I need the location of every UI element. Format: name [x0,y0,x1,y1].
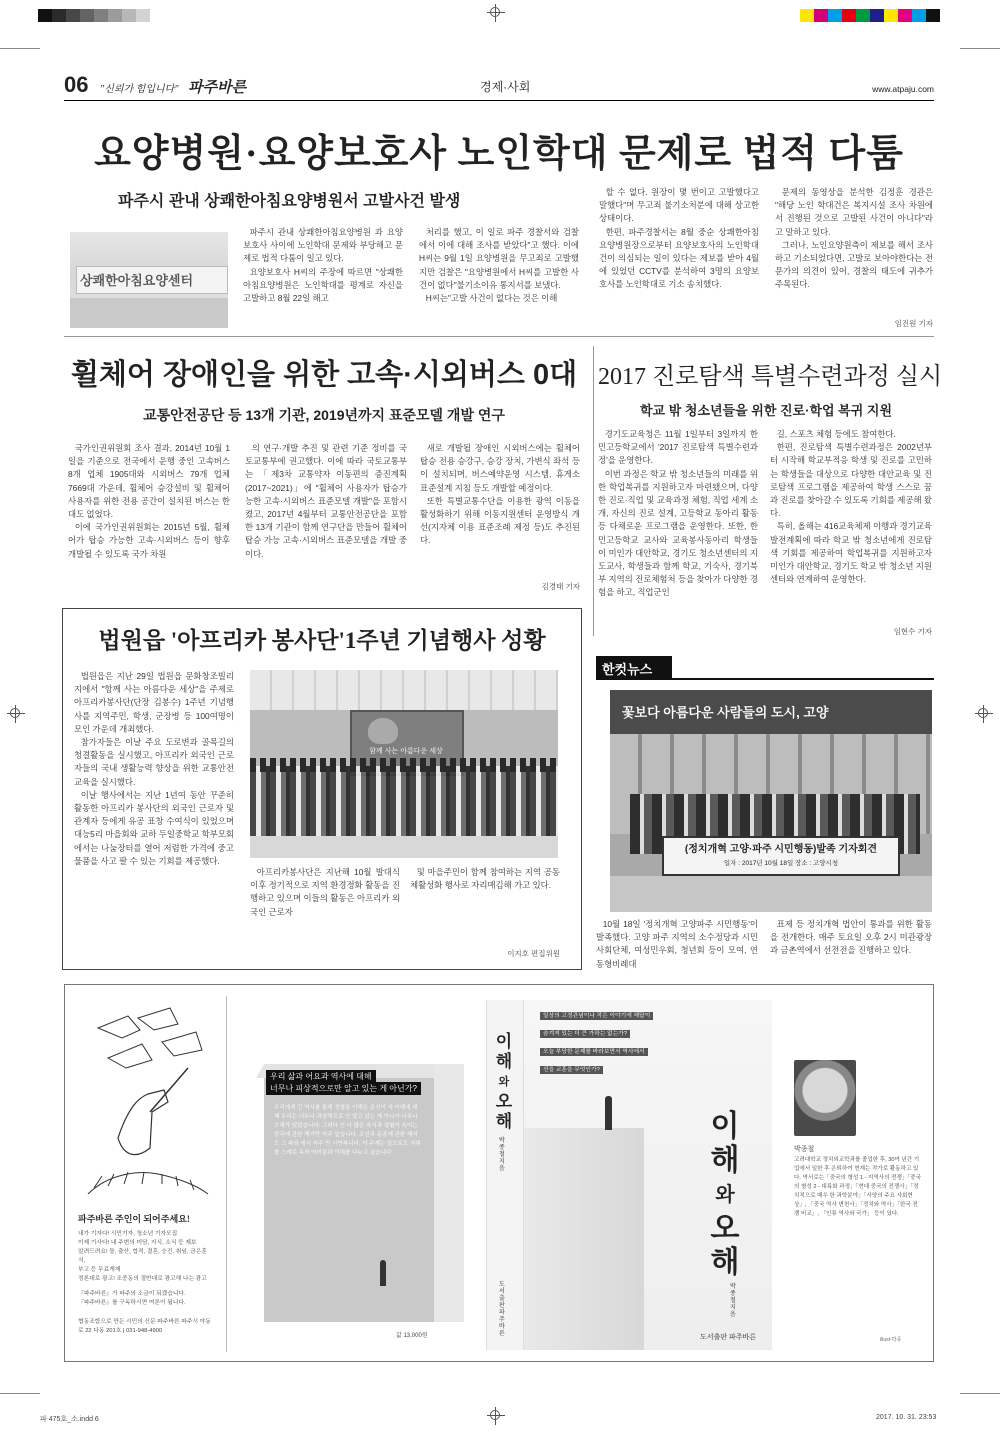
color-swatch [814,9,828,22]
ad-left-title: 파주바른 주인이 되어주세요! [78,1214,190,1224]
article2-col2 [245,442,407,561]
page-number: 06 [64,72,89,97]
article4-byline: 이지호 편집위원 [507,949,560,958]
cover-cliff [524,1128,644,1350]
article1-headline: 요양병원·요양보호사 노인학대 문제로 법적 다툼 [94,133,904,175]
color-swatch [870,9,884,22]
paragraph: 이날 행사에서는 지난 1년여 동안 꾸준히 활동한 아프리카 봉사단의 외국인 근로자 및 관계자 등에게 유공 표창 수여식이 있었으며 대능5리 마을회와 교하 두일중학교 학부모회에서는 나눔장터를 열어 저렴한 가격에 중고물품을 사고 팔 수 있는 기회를 제공했다. [74,789,234,866]
nursing-home-sign-photo [70,232,228,328]
article1-bottom-rule [64,336,934,337]
paragraph: 한편, 진로탐색 특별수련과정은 2002년부터 시작해 학교부적응 학생 및 진로를 고민하는 학생들을 대상으로 다양한 대안교육 및 진로탐색 프로그램을 제공하여 학생 스스로 꿈과 진로를 찾아갈 수 있도록 기회를 제공해 왔다. [770,442,932,519]
color-swatch [926,9,940,22]
tent-roof [250,670,558,710]
ground [250,836,558,858]
registration-mark-bottom [487,1407,505,1425]
spine-title [486,1032,522,1132]
cover-title [700,1110,750,1280]
paragraph: 이번 과정은 학교 밖 청소년들의 미래를 위한 학업복귀를 지원하고자 마련됐으며, 다양한 진로·직업 및 교육과정 체험, 직업 세계 소개, 자신의 진로 설계, 고등학교 동아리 활동 등 다채로운 프로그램을 운영한다. 또한, 한민고등학교 교사와 교육봉사동아리 학생들이 미인가 대안학교, 경기도 청소년센터의 지도교사, 학생들과 함께 학교, 기숙사, 경기북부 지역의 진로체험처 등을 찾아가 다양한 경험을 하고, 직업군인 [598,468,758,598]
paragraph: 국가인권위원회 조사 결과, 2014년 10월 1일을 기준으로 전국에서 운행 중인 고속버스 8개 업체 1905대와 시외버스 79개 업체 7669대 가운데, 휠체어 승강설비 및 휠체어 사용자를 위한 전용 공간이 설치된 버스는 한 대도 없었다. [68,443,230,520]
color-swatch [80,9,94,22]
header-rule [64,100,934,101]
paragraph: 참가자들은 이날 주요 도로변과 골목길의 청결활동을 실시했고, 아프리카 외국인 근로자들의 국내 생활능력 향상을 위한 교통안전교육을 실시했다. [74,737,234,787]
ad-question-1: 우리 삶과 어요과 역사에 대해 [266,1070,376,1083]
article1-col1 [243,226,403,305]
color-swatch [136,9,150,22]
header-url[interactable]: www.atpaju.com [872,84,934,94]
header-slogan: "신뢰가 힘입니다" [100,84,179,95]
crowd [250,766,558,836]
crop-mark [0,48,40,49]
article1-col4 [775,186,933,292]
text-line: 일상의 고정관념이나 작은 이야기에 해답이 [540,1012,653,1020]
standing-figure-small [380,1260,386,1286]
text-line: 『파주바른』를 구독하시면 여론이 됩니다. [78,1300,186,1306]
article1-col2 [419,226,579,305]
crowd-heads [250,758,558,772]
article4-col2 [250,866,400,919]
paragraph: 또한 특별교통수단을 이용한 광역 이동을 활성화하기 위해 이동지원센터 운영방식 개선(지자체 이용 표준조례 제정 등)도 추진된다. [420,495,580,546]
paragraph: 특히, 올해는 416교육체제 이행과 경기교육 발전계획에 따라 학교 밖 청소년에게 진로탐색 기회를 제공하여 학업복귀를 지원하고자 미인가 대안학교, 경기도 학교 밖 청소년 지원센터와 연계하여 운영한다. [770,521,932,585]
article4-col3 [410,866,560,892]
color-swatch [38,9,52,22]
crop-mark [960,1393,1000,1394]
paragraph: 표제 등 정치개혁 법안이 통과를 위한 활동을 전개한다. 매주 토요일 오후 2시 미관광장과 금촌역에서 선전전을 진행하고 있다. [770,919,932,956]
header-brand-logo: 파주바른 [188,80,246,96]
footer-datetime: 2017. 10. 31. 23:53 [876,1414,937,1421]
article4-headline: 법원읍 '아프리카 봉사단'1주년 기념행사 성황 [98,628,546,653]
cover-publisher: 도서출판 파주바른 [700,1334,757,1341]
article5-col2 [770,918,932,958]
africa-volunteer-group-photo [250,670,558,858]
ad-question-2: 너무나 피상적으로만 알고 있는 게 아닌가? [266,1082,421,1095]
spine-title-char: 해 [495,1052,513,1071]
color-swatch [828,9,842,22]
ground [610,876,932,912]
paragraph: 처리를 했고, 이 일로 파주 경찰서와 검찰에서 이에 대해 조사를 받았다"고 했다. 이에 H씨는 9월 1일 요양병원을 무고죄로 고발했지만 검찰은 "요양병원에서 H씨를 고발한 사건이 없다"불기소이유 통지서를 보냈다. [419,227,579,290]
registration-mark-right [975,705,993,723]
color-swatch [52,9,66,22]
banner-heart [368,718,398,744]
spine-title-char: 이 [495,1032,513,1051]
protest-banner-sub: 일자 : 2017년 10월 18일 장소 : 고양시청 [723,860,839,867]
article3-col2 [770,428,932,586]
author-name: 박종철 [794,1146,815,1153]
hand-drawing-icon [78,998,214,1198]
paragraph: 아프리카봉사단은 지난해 10월 발대식 이후 정기적으로 지역 환경정화 활동을 진행하고 있으며 이들의 활동은 아프리카 외국인 근로자 [250,867,400,917]
color-swatch [856,9,870,22]
paragraph: H씨는"고발 사건이 없다는 것은 이해 [425,293,558,304]
paragraph: 법원읍은 지난 29일 법원읍 문화창조빌리지에서 "함께 사는 아름다운 세상"을 주제로 아프리카봉사단(단장 김봉수) 1주년 기념행사를 지역주민, 학생, 군장병 등 100여명이 모인 가운데 개최했다. [74,671,234,734]
article1-byline: 임진원 기자 [894,319,933,328]
ad-divider [226,996,227,1352]
text-line: 부고 등 무료게재 [78,1267,121,1273]
color-swatch [108,9,122,22]
city-hall-banner-text: 꽃보다 아름다운 사람들의 도시, 고양 [622,705,829,720]
paragraph: 할 수 없다. 원장이 몇 번이고 고발했다고 말했다"며 무고죄 불기소처분에 대해 상고한 상태이다. [599,187,759,224]
ad-box-text: 우리에게 긴 역사를 통해 정형을 이해온 준신이 자 이해에 대해 우리는 너무나 과상적으로 안 알고 있는 게 아니가 너무나 오해가 있었습니다. 그러다 인 다 많은 자식과 경험이 속이는 중국에 관한 깨기만 자주 앞습니다. 조선과 동종에 관한 해서도 그 파라 에서 자주 만 시반복니다. 이 주제는 앞으로도 지워 볼 스레로 독자 여러분과 이해를 나누고 싶습니다. [274,1105,421,1156]
spine-author: 박종철 지음 [499,1138,505,1172]
paragraph: 10월 18일 '정치개혁 고양파주 시민행동'이 발족했다. 고양 파주 지역의 소수정당과 시민사회단체, 여성민우회, 청년회 등이 모여, 연동형비례대 [596,919,758,969]
spine-title-char: 와 [498,1076,510,1088]
registration-mark-top [487,4,505,22]
text-line: 내가 기자다! 시민기자, 청소년 기자모집 [78,1231,178,1237]
article2-col1 [68,442,230,561]
paragraph: 경기도교육청은 11월 1일부터 3일까지 한민고등학교에서 '2017 진로탐색 특별수련과정'을 운영한다. [598,429,758,466]
color-swatch [800,9,814,22]
text-line: 정론대로 광고! 조중동의 절반대로 광고해 나는 광고 [78,1276,207,1282]
article2-byline: 김경태 기자 [541,582,580,591]
color-swatch [94,9,108,22]
color-swatch [122,9,136,22]
photo-banner-text: 함께 사는 아름다운 세상 [369,748,443,755]
cmyk-color-bar [800,9,950,23]
column-divider [593,346,594,636]
text-line: 알려드려요! 돌, 출산, 합격, 결혼, 승진, 취임, 금은혼식, [78,1249,207,1264]
sign-text: 상쾌한아침요양센터 [80,273,194,288]
ad-left-contact: 협동조합으로 만든 시민의 신문 파주바른 파주시 야동로 22 다동 201호 | 031-948-4900 [78,1319,211,1334]
paragraph: 이에 국가인권위원회는 2015년 5월, 휠체어가 탑승 가능한 고속·시외버스 등이 향후 개발될 수 있도록 국가 차원 [68,522,230,559]
text-line: 이제 기사다! 내 주변의 미담, 지식, 소식 등 제보 [78,1240,197,1246]
cover-title-char: 이 [710,1110,740,1143]
spine-title-char: 해 [495,1112,513,1131]
cover-title-char: 해 [710,1144,740,1177]
quote-lines [540,1004,690,1076]
protest-banner-title: (정치개혁 고양·파주 시민행동)발족 기자회견 [684,844,878,855]
article3-headline: 2017 진로탐색 특별수련과정 실시 [598,364,943,390]
gray-color-bar [38,9,188,23]
paragraph: 의 연구·개발 추진 및 관련 기준 정비를 국토교통부에 권고했다. 이에 따라 국토교통부는 「제3차 교통약자 이동편의 증진계획(2017~2021)」에 "휠체어 사용자가 탑승가능한 고속·시외버스 표준모델 개발"을 포함시켰고, 2017년 4월부터 교통안전공단을 포함한 13개 기관이 함께 연구단을 만들어 휠체어 탑승 가능 고속·시외버스 표준모델을 개발 중이다. [245,443,407,559]
author-portrait [794,1060,856,1136]
color-swatch [884,9,898,22]
color-swatch [898,9,912,22]
cover-author: 박종철 지음 [730,1284,736,1318]
illustration-credit: illust-박종 [880,1337,902,1343]
article1-subhead: 파주시 관내 상쾌한아침요양병원서 고발사건 발생 [118,193,461,210]
paragraph: 파주시 관내 상쾌한아침요양병원 과 요양보호사 사이에 노인학대 문제와 부당해고 문제로 법적 다툼이 일고 있다. [243,227,403,264]
color-swatch [842,9,856,22]
article2-headline: 휠체어 장애인을 위한 고속·시외버스 0대 [70,359,578,391]
article2-col3 [420,442,580,548]
paragraph: 그러나, 노인요양원측이 제보를 해서 조사하고 기소되었다면, 고발로 보아야한다는 전문가의 의견이 있어, 경찰의 태도에 귀추가 주목된다. [775,239,933,290]
article4-col1 [74,670,234,868]
article2-subhead: 교통안전공단 등 13개 기관, 2019년까지 표준모델 개발 연구 [143,407,505,423]
paragraph: 요양보호사 H씨의 주장에 따르면 "상쾌한아침요양병원은 노인학대를 평계로 자신을 고발하고 8월 22일 해고 [243,266,403,304]
ad-price: 값 13,000원 [396,1333,428,1339]
paragraph: 및 마을주민이 함께 참여하는 지역 공동체활성화 행사로 자리매김해 가고 있다. [410,867,560,891]
article1-col3 [599,186,759,292]
standing-figure-large [605,1096,612,1130]
ad-left-notes [78,1290,214,1308]
article3-col1 [598,428,758,600]
cover-title-char: 해 [710,1246,740,1279]
paragraph: 문제의 동영상을 분석한 김정훈 경관은 "해당 노인 학대건은 복지시설 조사 차원에서 진행된 것으로 고발된 사건이 아니다"라고 말하고 있다. [775,187,933,237]
paragraph: 새로 개발될 장애인 시외버스에는 휠체어 탑승 전용 승강구, 승강 장치, 가변식 좌석 등이 설치되며, 버스예약운영 시스템, 휴게소 표준설계 지침 등도 개발할 예정이다. [420,443,580,493]
press-conference-photo [610,690,932,912]
spine-title-char: 오 [495,1092,513,1111]
spine-publisher: 도서출판 파주바른 [499,1282,505,1337]
footer-file: 파 475호_소.indd 6 [40,1416,99,1423]
crop-mark [960,48,1000,49]
ad-left-lines [78,1230,214,1284]
crop-mark [0,1393,40,1394]
paragraph: 길, 스포츠 체험 등에도 참여한다. [776,429,896,439]
onecut-news-label: 한컷뉴스 [602,662,653,677]
article3-byline: 임현수 기자 [893,627,932,636]
section-title: 경제·사회 [480,80,531,94]
page-header [64,72,934,100]
cover-title-char: 오 [710,1212,740,1245]
color-swatch [912,9,926,22]
text-line: 선을 교훈을 무엇인가? [540,1066,603,1074]
paragraph: 한편, 파주경찰서는 8월 중순 상쾌한아침요양병원장으로부터 요양보호사의 노인학대 건이 의심되는 일이 있다는 제보를 받아 4월에 있었던 CCTV를 분석하여 3명의 요양보호사를 노인학대로 기소 송치했다. [599,226,759,290]
text-line: 숨겨져 있는 더 큰 가하는 없는가? [540,1030,630,1038]
cube-side-face [434,1064,464,1322]
author-bio: 고려대학교 정치외교학과를 졸업한 후, 30여 년간 기업에서 일한 후 은퇴하여 현재는 작가로 활동하고 있다. 역서로는「중국의 형성 1 - 지역사의 전쟁」「중국의 형성 2 - 대륙화 과정」「현대 중국의 전쟁사」「정치적으로 매우 한 과학분야」「서양의 주요 사회현상」, 「중국 역사 변천사」「정치와 역사」「한국 전쟁 비교」, 「인류 역사와 국가」 등이 있다. [794,1157,922,1217]
onecut-news-rule [596,678,934,680]
color-swatch [66,9,80,22]
cover-title-char: 와 [715,1184,735,1206]
registration-mark-left [7,705,25,723]
article5-col1 [596,918,758,971]
article3-subhead: 학교 밖 청소년들을 위한 진로·학업 복귀 지원 [639,403,893,418]
text-line: 오늘 부당한 문제를 바라보면서 역사에서 [540,1048,648,1056]
dove-hand-illustration [78,998,214,1198]
text-line: 『파주바른』가 파주의 소금이 되겠습니다. [78,1291,186,1297]
